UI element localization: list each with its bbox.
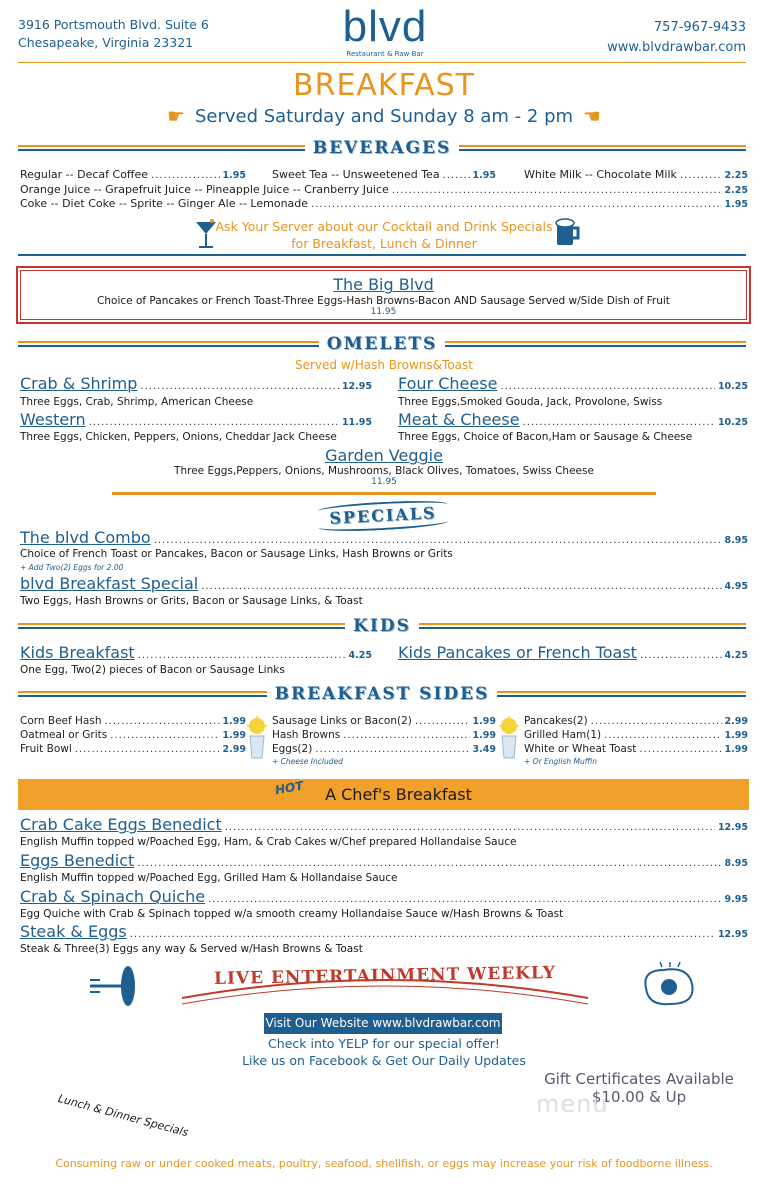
served-text: Served Saturday and Sunday 8 am - 2 pm (194, 105, 574, 127)
contact (607, 18, 746, 58)
big-blvd-box (16, 266, 751, 324)
beverage-item: White Milk -- Chocolate Milk ..... 2.25 (524, 168, 748, 181)
page-title: BREAKFAST (293, 68, 475, 103)
omelets-heading: OMELETS (18, 334, 746, 354)
fork-sausage-icon (88, 962, 142, 1014)
header-divider (18, 62, 746, 63)
side-item: Grilled Ham(1) ..... 1.99 (524, 729, 748, 741)
menu-item-title: Crab & Spinach Quiche ..... 9.95 (20, 887, 748, 906)
chef-banner (18, 779, 749, 810)
served-times (0, 104, 768, 128)
juice-glass-icon (498, 716, 520, 766)
address-line1: 3916 Portsmouth Blvd. Suite 6 (18, 17, 209, 32)
menu-item-title: Crab & Shrimp ..... 12.95 (20, 374, 372, 393)
menu-item-desc: Three Eggs,Smoked Gouda, Jack, Provolone, Swiss (398, 396, 663, 408)
menu-item-desc: English Muffin topped w/Poached Egg, Grilled Ham & Hollandaise Sauce (20, 872, 398, 884)
menu-item-desc: Three Eggs, Choice of Bacon,Ham or Sausage & Cheese (398, 431, 693, 443)
sides-heading: BREAKFAST SIDES (18, 684, 746, 704)
hot-badge: HOT (274, 778, 305, 798)
menu-item-desc: Steak & Three(3) Eggs any way & Served w/Hash Browns & Toast (20, 943, 363, 955)
menu-item-title: Eggs Benedict ..... 8.95 (20, 851, 748, 870)
garden-veggie-price: 11.95 (371, 477, 397, 487)
side-item: Eggs(2) ..... 3.49 (272, 743, 496, 755)
logo-subtitle: Restaurant & Raw Bar (346, 50, 424, 58)
fried-egg-icon (640, 962, 698, 1014)
logo-text: blvd (342, 2, 428, 51)
menu-item-desc: Two Eggs, Hash Browns or Grits, Bacon or Sausage Links, & Toast (20, 595, 363, 607)
menu-item-desc: English Muffin topped w/Poached Egg, Ham, & Crab Cakes w/Chef prepared Hollandaise Sauce (20, 836, 517, 848)
garden-veggie-desc: Three Eggs,Peppers, Onions, Mushrooms, Black Olives, Tomatoes, Swiss Cheese (174, 465, 594, 477)
yelp-offer: Check into YELP for our special offer! (268, 1036, 500, 1051)
beverage-item: Sweet Tea -- Unsweetened Tea ..... 1.95 (272, 168, 496, 181)
menu-item-title: Western ..... 11.95 (20, 410, 372, 429)
menu-item-title: Crab Cake Eggs Benedict ..... 12.95 (20, 815, 748, 834)
gift-line1: Gift Certificates Available (544, 1070, 734, 1088)
menu-item-title: The blvd Combo ..... 8.95 (20, 528, 748, 547)
beverages-heading: BEVERAGES (18, 138, 746, 158)
entertainment-banner (180, 962, 590, 1008)
website-link[interactable]: www.blvdrawbar.com (607, 40, 746, 55)
specials-heading: SPECIALS (317, 499, 448, 534)
side-item: Hash Browns ..... 1.99 (272, 729, 496, 741)
menu-item-title: Meat & Cheese ..... 10.25 (398, 410, 748, 429)
address-line2: Chesapeake, Virginia 23321 (18, 35, 194, 50)
menu-item-desc: Three Eggs, Crab, Shrimp, American Cheese (20, 396, 254, 408)
side-item: Pancakes(2) ..... 2.99 (524, 715, 748, 727)
omelets-divider (112, 492, 656, 495)
entertainment-text: LIVE ENTERTAINMENT WEEKLY (213, 963, 557, 989)
side-item: Corn Beef Hash ..... 1.99 (20, 715, 246, 727)
side-item: Oatmeal or Grits ..... 1.99 (20, 729, 246, 741)
garden-veggie-title[interactable]: Garden Veggie (325, 446, 443, 465)
drink-specials: Ask Your Server about our Cocktail and Drink Specials for Breakfast, Lunch & Dinner (215, 219, 553, 251)
juice-glass-icon (246, 716, 268, 766)
gift-line2: $10.00 & Up (591, 1088, 687, 1106)
logo (330, 4, 440, 58)
health-warning: Consuming raw or under cooked meats, poultry, seafood, shellfish, or eggs may increase your risk of foodborne illness. (55, 1157, 713, 1170)
website-banner[interactable]: Visit Our Website www.blvdrawbar.com (264, 1013, 502, 1034)
menu-item-desc: Choice of French Toast or Pancakes, Bacon or Sausage Links, Hash Browns or Grits (20, 548, 453, 560)
menu-item-title: Kids Pancakes or French Toast ..... 4.25 (398, 643, 748, 662)
watermark: menu (536, 1090, 609, 1118)
omelets-subtitle: Served w/Hash Browns&Toast (295, 358, 473, 372)
menu-item-title: Kids Breakfast ..... 4.25 (20, 643, 372, 662)
side-item: Fruit Bowl ..... 2.99 (20, 743, 246, 755)
side-item: Sausage Links or Bacon(2) ..... 1.99 (272, 715, 496, 727)
menu-item-desc: Egg Quiche with Crab & Spinach topped w/a smooth creamy Hollandaise Sauce w/Hash Browns & Toast (20, 908, 564, 920)
chef-heading: A Chef's Breakfast (325, 785, 472, 804)
facebook-text: Like us on Facebook & Get Our Daily Updates (242, 1053, 526, 1068)
beverages-divider (18, 254, 746, 256)
menu-item-title: Steak & Eggs ..... 12.95 (20, 922, 748, 941)
big-blvd-desc: Choice of Pancakes or French Toast-Three Eggs-Hash Browns-Bacon AND Sausage Served w/Side Dish of Fruit (97, 295, 670, 307)
pointing-hand-left-icon: ☚ (583, 104, 601, 128)
beer-mug-icon (554, 218, 582, 252)
side-note: + Cheese Included (272, 757, 343, 766)
menu-item-title: blvd Breakfast Special ..... 4.95 (20, 574, 748, 593)
menu-item-desc: Three Eggs, Chicken, Peppers, Onions, Cheddar Jack Cheese (20, 431, 337, 443)
side-note: + Or English Muffin (524, 757, 597, 766)
beverage-item: Regular -- Decaf Coffee ..... 1.95 (20, 168, 246, 181)
lunch-dinner-specials: Lunch & Dinner Specials (56, 1092, 190, 1140)
menu-item-note: + Add Two(2) Eggs for 2.00 (20, 563, 124, 572)
big-blvd-price: 11.95 (370, 307, 397, 317)
side-item: White or Wheat Toast ..... 1.99 (524, 743, 748, 755)
menu-item-title: Four Cheese ..... 10.25 (398, 374, 748, 393)
beverage-item: Orange Juice -- Grapefruit Juice -- Pineapple Juice -- Cranberry Juice ..... 2.25 (20, 183, 748, 196)
address (18, 16, 209, 52)
menu-item-desc: One Egg, Two(2) pieces of Bacon or Sausage Links (20, 664, 285, 676)
beverage-item: Coke -- Diet Coke -- Sprite -- Ginger Ale -- Lemonade ..... 1.95 (20, 197, 748, 210)
garden-veggie (0, 446, 768, 487)
big-blvd-title[interactable]: The Big Blvd (333, 275, 434, 294)
pointing-hand-right-icon: ☛ (167, 104, 185, 128)
phone: 757-967-9433 (653, 20, 746, 35)
kids-heading: KIDS (18, 616, 746, 636)
